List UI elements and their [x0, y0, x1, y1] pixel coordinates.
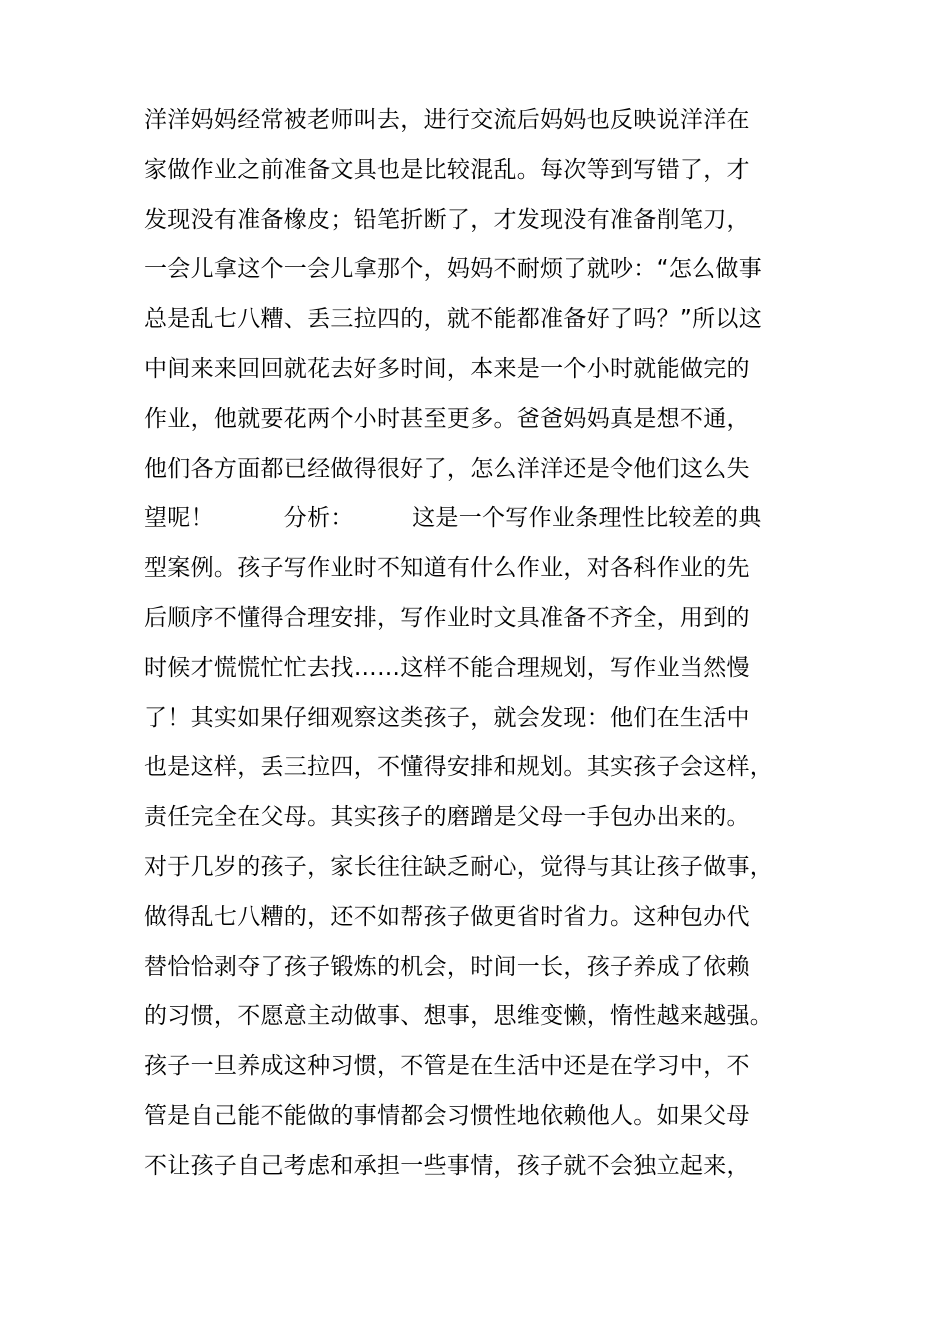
text-line: 型案例。孩子写作业时不知道有什么作业，对各科作业的先	[144, 555, 750, 582]
text-line: 管是自己能不能做的事情都会习惯性地依赖他人。如果父母	[144, 1102, 750, 1129]
text-line: 了！其实如果仔细观察这类孩子，就会发现：他们在生活中	[144, 704, 750, 731]
text-line: 的习惯，不愿意主动做事、想事，思维变懒，惰性越来越强。	[144, 1003, 774, 1030]
text-line: 时候才慌慌忙忙去找……这样不能合理规划，写作业当然慢	[144, 654, 750, 681]
text-line: 责任完全在父母。其实孩子的磨蹭是父母一手包办出来的。	[144, 804, 750, 831]
text-line: 孩子一旦养成这种习惯，不管是在生活中还是在学习中，不	[144, 1053, 750, 1080]
text-line: 总是乱七八糟、丢三拉四的，就不能都准备好了吗？”所以这	[144, 306, 763, 333]
text-line: 做得乱七八糟的，还不如帮孩子做更省时省力。这种包办代	[144, 903, 750, 930]
text-line: 一会儿拿这个一会儿拿那个，妈妈不耐烦了就吵：“怎么做事	[144, 256, 763, 283]
text-line: 作业，他就要花两个小时甚至更多。爸爸妈妈真是想不通，	[144, 405, 750, 432]
text-line: 对于几岁的孩子，家长往往缺乏耐心，觉得与其让孩子做事，	[144, 853, 774, 880]
body-paragraph	[144, 96, 814, 1192]
text-line: 后顺序不懂得合理安排，写作业时文具准备不齐全，用到的	[144, 604, 750, 631]
text-line: 家做作业之前准备文具也是比较混乱。每次等到写错了，才	[144, 156, 750, 183]
text-line: 不让孩子自己考虑和承担一些事情，孩子就不会独立起来，	[144, 1152, 750, 1179]
text-line: 替恰恰剥夺了孩子锻炼的机会，时间一长，孩子养成了依赖	[144, 953, 750, 980]
text-line: 发现没有准备橡皮；铅笔折断了，才发现没有准备削笔刀，	[144, 206, 750, 233]
text-line: 也是这样，丢三拉四，不懂得安排和规划。其实孩子会这样，	[144, 754, 774, 781]
text-line: 中间来来回回就花去好多时间，本来是一个小时就能做完的	[144, 355, 750, 382]
text-line: 洋洋妈妈经常被老师叫去，进行交流后妈妈也反映说洋洋在	[144, 107, 750, 133]
text-line: 望呢！ 分析： 这是一个写作业条理性比较差的典	[144, 505, 762, 532]
text-line: 他们各方面都已经做得很好了，怎么洋洋还是令他们这么失	[144, 455, 750, 482]
